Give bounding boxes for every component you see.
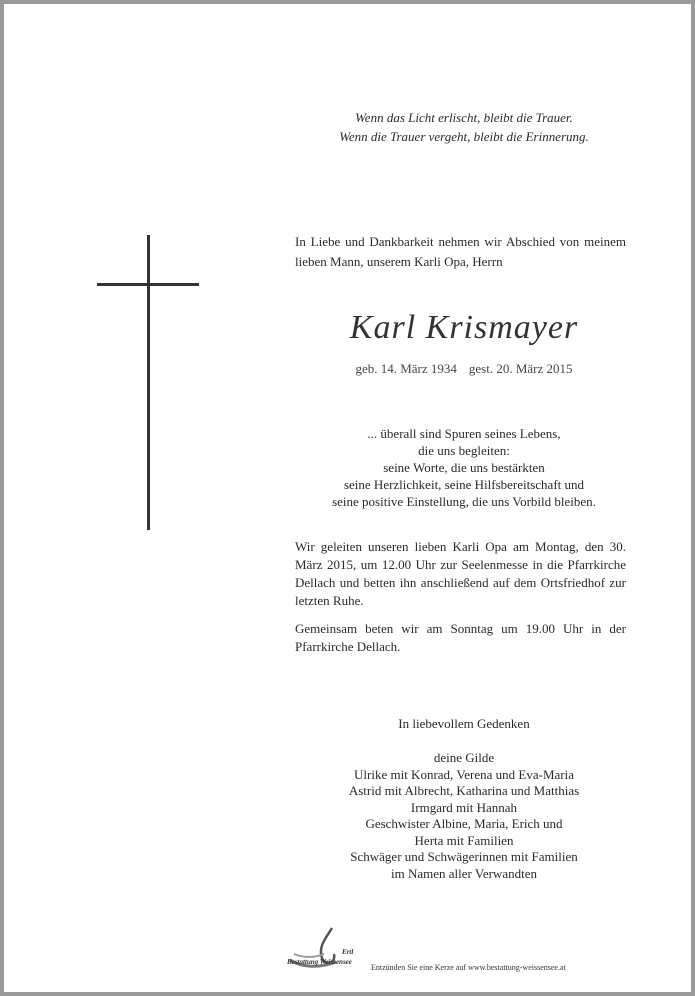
family-line: Herta mit Familien: [414, 832, 514, 848]
family-list: [254, 750, 674, 882]
logo-mark: Ertl: [342, 948, 354, 956]
funeral-announcement: Wir geleiten unseren lieben Karli Opa am Montag, den 30. März 2015, um 12.00 Uhr zur Seelenmesse in die Pfarrkirche Dellach und betten ihn anschließend auf dem Ortsfriedhof zur letzten Ruhe.: [295, 539, 626, 608]
verse-line: seine Worte, die uns bestärkten: [383, 460, 545, 475]
motto-line-2: Wenn die Trauer vergeht, bleibt die Erinnerung.: [339, 129, 589, 144]
verse-line: seine positive Einstellung, die uns Vorbild bleiben.: [332, 494, 596, 509]
obituary-card: [4, 4, 691, 992]
family-line: Schwäger und Schwägerinnen mit Familien: [350, 849, 578, 864]
deceased-name: Karl Krismayer: [349, 309, 579, 346]
family-line: im Namen aller Verwandten: [391, 865, 537, 881]
verse-line: ... überall sind Spuren seines Lebens,: [367, 426, 561, 441]
family-line: Geschwister Albine, Maria, Erich und: [365, 816, 563, 831]
prayer-announcement: Gemeinsam beten wir am Sonntag um 19.00 Uhr in der Pfarrkirche Dellach.: [295, 621, 626, 654]
birth-date: geb. 14. März 1934: [355, 361, 457, 376]
family-line: Astrid mit Albrecht, Katharina und Matthias: [348, 783, 580, 798]
verse-line: die uns begleiten:: [418, 443, 510, 458]
family-line: deine Gilde: [433, 750, 495, 765]
family-line: Irmgard mit Hannah: [410, 799, 518, 815]
death-date: gest. 20. März 2015: [468, 361, 573, 376]
life-dates: [254, 361, 674, 377]
cross-horizontal-bar: [97, 283, 199, 286]
motto-line-1: Wenn das Licht erlischt, bleibt die Trauer.: [355, 110, 573, 125]
motto: [254, 108, 674, 146]
memorial-verse: [254, 425, 674, 510]
gedenken-heading: In liebevollem Gedenken: [398, 716, 530, 731]
intro-text: In Liebe und Dankbarkeit nehmen wir Abschied von meinem lieben Mann, unserem Karli Opa, Herrn: [295, 234, 626, 269]
verse-line: seine Herzlichkeit, seine Hilfsbereitschaft und: [343, 477, 585, 492]
family-line: Ulrike mit Konrad, Verena und Eva-Maria: [354, 766, 574, 782]
footer-candle-link[interactable]: Entzünden Sie eine Kerze auf www.bestattung-weissensee.at: [371, 963, 566, 972]
logo-brand: Bestattung Weissensee: [287, 958, 352, 966]
cross-vertical-bar: [147, 235, 150, 530]
